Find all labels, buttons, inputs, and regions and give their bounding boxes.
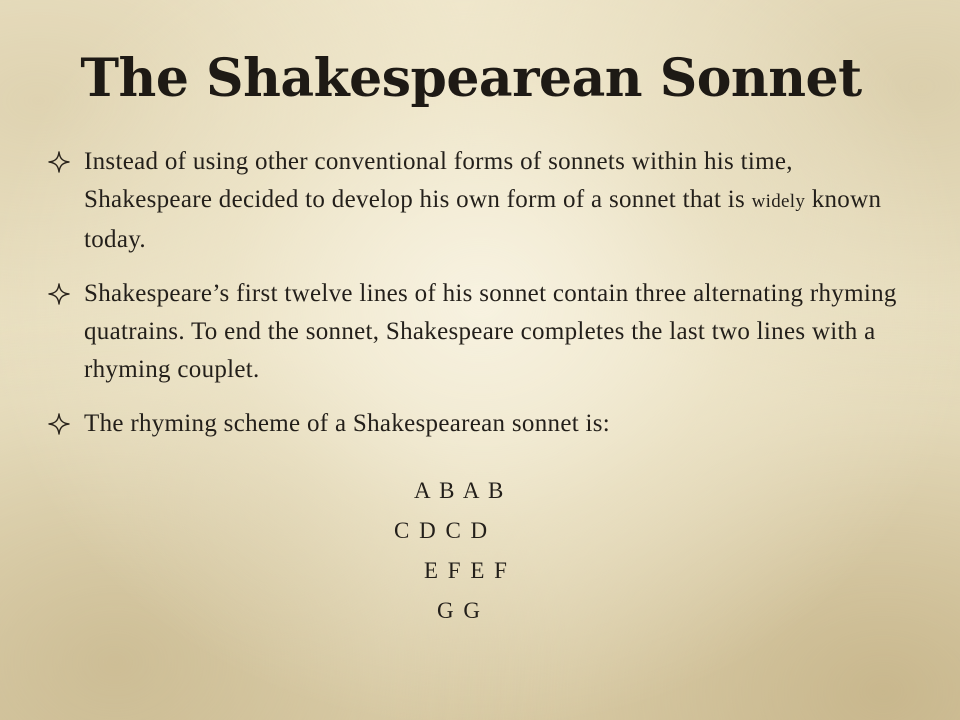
four-point-star-icon [48, 151, 70, 173]
rhyme-line: E F E F [424, 558, 509, 583]
bullet-small-word: widely [751, 191, 806, 212]
bullet-text: Instead of using other conventional forms of sonnets within his time, Shakespeare decided to develop his own form of a sonnet that is widely known today. [84, 148, 882, 253]
bullet-item [48, 143, 908, 259]
four-point-star-icon [48, 283, 70, 305]
bullet-text: Shakespeare’s first twelve lines of his sonnet contain three alternating rhyming quatrains. To end the sonnet, Shakespeare completes the last two lines with a rhyming couplet. [84, 280, 897, 383]
bullet-text: The rhyming scheme of a Shakespearean sonnet is: [84, 410, 611, 437]
bullet-list [48, 143, 908, 459]
rhyme-line: A B A B [414, 478, 506, 503]
rhyme-line: G G [437, 598, 482, 623]
slide-title: The Shakespearean Sonnet [80, 48, 862, 109]
four-point-star-icon [48, 413, 70, 435]
rhyme-line: C D C D [394, 518, 490, 543]
bullet-item [48, 405, 908, 443]
bullet-item [48, 275, 908, 389]
